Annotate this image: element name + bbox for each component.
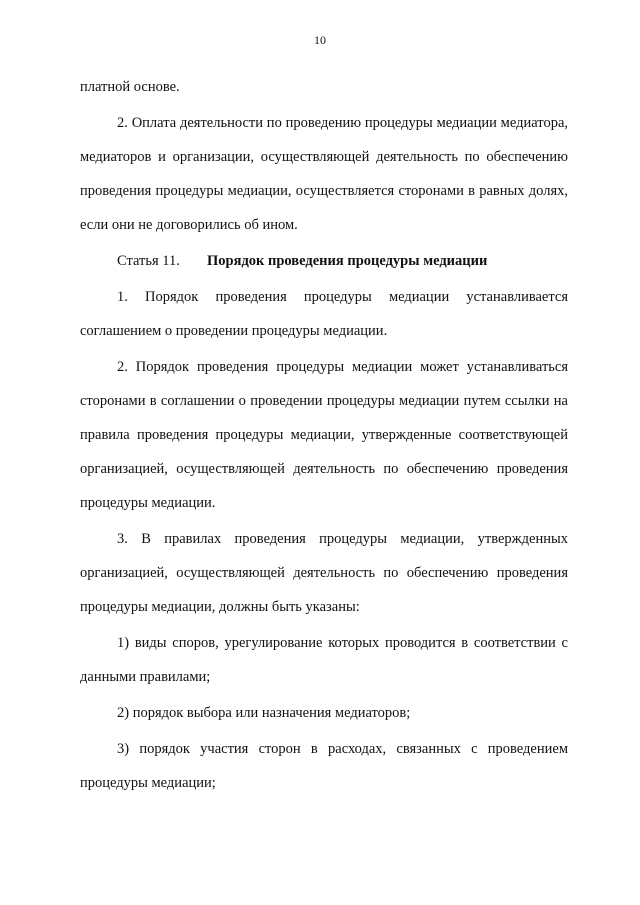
paragraph-article-1: 1. Порядок проведения процедуры медиации устанавливается соглашением о проведении процедуры медиации. (80, 289, 568, 339)
article-title: Порядок проведения процедуры медиации (207, 253, 488, 269)
list-item-1: 1) виды споров, урегулирование которых проводится в соответствии с данными правилами; (80, 635, 568, 685)
paragraph-article-3: 3. В правилах проведения процедуры медиации, утвержденных организацией, осуществляющей деятельность по обеспечению проведения процедуры медиации, должны быть указаны: (80, 531, 568, 615)
article-number: Статья 11. (117, 253, 180, 269)
page-number: 10 (314, 33, 326, 47)
list-item-2: 2) порядок выбора или назначения медиаторов; (117, 705, 411, 721)
paragraph-continuation: платной основе. (80, 79, 180, 95)
list-item-3: 3) порядок участия сторон в расходах, связанных с проведением процедуры медиации; (80, 741, 568, 791)
document-body (80, 70, 568, 802)
paragraph-payment: 2. Оплата деятельности по проведению процедуры медиации медиатора, медиаторов и организации, осуществляющей деятельность по обеспечению проведения процедуры медиации, осуществляется сторонами в равных долях, если они не договорились об ином. (80, 115, 568, 233)
article-heading (80, 244, 568, 278)
paragraph-article-2: 2. Порядок проведения процедуры медиации может устанавливаться сторонами в соглашении о проведении процедуры медиации путем ссылки на правила проведения процедуры медиации, утвержденные соответствующей организацией, осуществляющей деятельность по обеспечению проведения процедуры медиации. (80, 359, 568, 511)
